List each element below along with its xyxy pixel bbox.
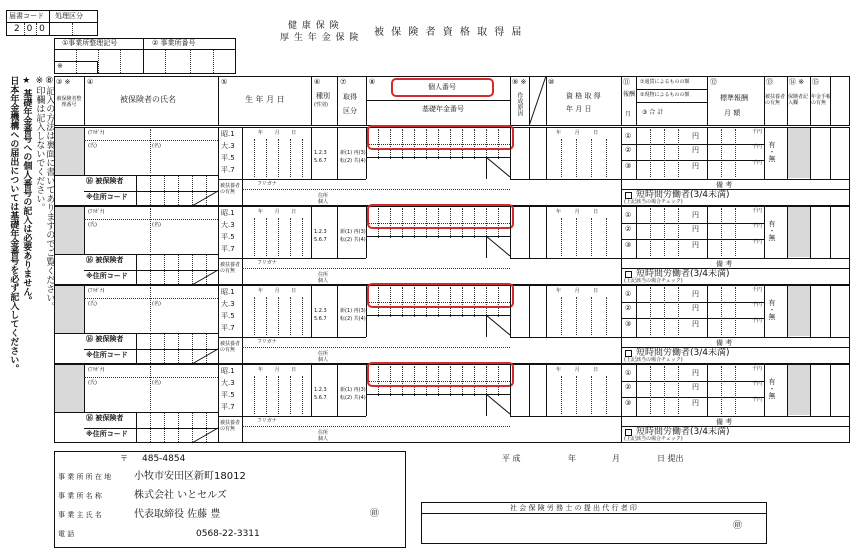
date-year: 年 (568, 454, 576, 463)
std-remun-unit-b: 千円 (752, 144, 763, 150)
col-12-a: 標準報酬 (720, 94, 748, 102)
remun-2-label: ② (625, 146, 632, 154)
given-name-label: (名) (152, 380, 161, 386)
date-era: 平 成 (502, 454, 521, 463)
acq-options-b[interactable]: 転(2) 共(4) (340, 395, 366, 401)
col-4-name: 被保険者の氏名 (120, 95, 176, 104)
kojin-label: 個人 (318, 436, 329, 442)
employer-zip[interactable]: 485-4854 (142, 454, 186, 464)
date-month: 月 (612, 454, 620, 463)
dependent-yes-no[interactable]: 有・無 (768, 220, 777, 241)
owner-seal: ㊞ (370, 509, 380, 519)
std-remun-unit-b: 千円 (752, 381, 763, 387)
furigana-2-label: フリガナ (257, 418, 277, 424)
part-time-checkbox[interactable] (625, 429, 632, 436)
dependent-number-label: ⑯ 被保険者 (86, 414, 124, 422)
era-heisei[interactable]: 平.5 (221, 312, 235, 320)
remarks-label: 備 考 (716, 260, 733, 268)
furigana-label: (ﾌﾘｶﾞﾅ) (88, 288, 105, 294)
col-9-txt: 作成原因 (515, 92, 523, 116)
std-remun-unit-a: 千円 (752, 287, 763, 293)
era-showa[interactable]: 昭.1 (221, 288, 235, 296)
family-name-label: (氏) (88, 143, 97, 149)
address-cat-label: 被扶養者の有無 (220, 262, 241, 274)
given-name-label: (名) (152, 143, 161, 149)
address-cat-label: 被扶養者の有無 (220, 420, 241, 432)
col-13-txt: 被扶養者の有無 (765, 94, 786, 106)
family-name-label: (氏) (88, 222, 97, 228)
col-11-a: 報酬 (623, 91, 636, 98)
employer-owner-label: 事 業 主 氏 名 (58, 511, 102, 519)
employer-name[interactable]: 株式会社 いとセルズ (134, 490, 227, 501)
col-10-b: 年 月 日 (566, 105, 592, 113)
col-8-label: ⑧ (369, 78, 376, 86)
dependent-yes-no[interactable]: 有・無 (768, 299, 777, 320)
remarks-label: 備 考 (716, 339, 733, 347)
remun-2-label: ② (625, 225, 632, 233)
employer-address-label: 事 業 所 所 在 地 (58, 473, 112, 481)
col-4-label: ④ (87, 78, 94, 86)
era-showa[interactable]: 昭.1 (221, 130, 235, 138)
acq-options-b[interactable]: 転(2) 共(4) (340, 237, 366, 243)
employer-address[interactable]: 小牧市安田区新町18012 (134, 471, 246, 482)
personal-number-field[interactable] (367, 362, 514, 387)
era-taisho[interactable]: 大.3 (221, 300, 235, 308)
kind-options-b[interactable]: 5.6.7 (314, 237, 327, 243)
dob-ymd: 年 月 日 (258, 209, 302, 215)
col-9-label: ⑨ ※ (512, 78, 527, 86)
part-time-note: (上記該当の場合チェック) (624, 357, 683, 363)
yen-3: 円 (692, 399, 699, 407)
era-taisho[interactable]: 大.3 (221, 221, 235, 229)
note-d: 日本年金機構への届出については基礎年金番号を必ず記入してください。 (8, 76, 19, 373)
furigana-2-label: フリガナ (257, 260, 277, 266)
remun-3-label: ③ (625, 320, 632, 328)
yen-3: 円 (692, 320, 699, 328)
address-label: 住所 (318, 193, 329, 199)
zip-code-label: ※住所コード (86, 351, 128, 359)
kind-options-a[interactable]: 1.2.3 (314, 229, 327, 235)
col-6-kind: 種別 (316, 92, 330, 100)
kind-options-a[interactable]: 1.2.3 (314, 150, 327, 156)
personal-number-field[interactable] (367, 125, 514, 150)
dependent-yes-no[interactable]: 有・無 (768, 378, 777, 399)
col-5-label: ⑤ (221, 78, 228, 86)
given-name-label: (名) (152, 301, 161, 307)
part-time-label: 短時間労働者(3/4未満) (636, 190, 730, 200)
remun-1-label: ① (625, 211, 632, 219)
yen-2: 円 (692, 146, 699, 154)
col-14-txt: 保険者記入欄 (788, 94, 809, 106)
kind-options-b[interactable]: 5.6.7 (314, 158, 327, 164)
yen-1: 円 (692, 211, 699, 219)
col-8-pension: 基礎年金番号 (422, 105, 464, 113)
era-heisei[interactable]: 平.5 (221, 233, 235, 241)
remarks-label: 備 考 (716, 418, 733, 426)
title-line1: 健 康 保 険 (288, 21, 340, 31)
note-c: ★ 基礎年金番号への個人番号の記入は必要ありません。 (21, 76, 32, 306)
furigana-2-label: フリガナ (257, 181, 277, 187)
furigana-label: (ﾌﾘｶﾞﾅ) (88, 367, 105, 373)
furigana-label: (ﾌﾘｶﾞﾅ) (88, 130, 105, 136)
address-cat-label: 被扶養者の有無 (220, 341, 241, 353)
acq-options-b[interactable]: 転(2) 共(4) (340, 316, 366, 322)
acq-options-a[interactable]: 新(1) 再(3) (340, 387, 366, 393)
remun-3-label: ③ (625, 162, 632, 170)
zip-code-label: ※住所コード (86, 272, 128, 280)
col-11-c: ③ 合 計 (642, 109, 664, 116)
doc-code-label: 届書コード (9, 12, 44, 20)
col-7-b: 区分 (343, 107, 357, 115)
acq-date-ymd: 年 月 日 (556, 130, 605, 136)
sharoshi-label: 社 会 保 険 労 務 士 の 提 出 代 行 者 印 (510, 504, 637, 512)
std-remun-unit-b: 千円 (752, 223, 763, 229)
std-remun-unit-c: 千円 (752, 239, 763, 245)
era-showa[interactable]: 昭.1 (221, 367, 235, 375)
kind-options-a[interactable]: 1.2.3 (314, 308, 327, 314)
col-6-label: ⑥ (314, 78, 321, 86)
employer-tel-label: 電 話 (58, 530, 75, 538)
dependent-number-label: ⑯ 被保険者 (86, 177, 124, 185)
std-remun-unit-a: 千円 (752, 208, 763, 214)
kind-options-b[interactable]: 5.6.7 (314, 316, 327, 322)
era-showa[interactable]: 昭.1 (221, 209, 235, 217)
given-name-label: (名) (152, 222, 161, 228)
col-3-sub: 被保険者整理番号 (56, 96, 82, 108)
col-5-dob: 生 年 月 日 (245, 95, 285, 104)
col-13-label: ⑬ (766, 78, 773, 86)
yen-3: 円 (692, 162, 699, 170)
yen-2: 円 (692, 225, 699, 233)
address-label: 住所 (318, 430, 329, 436)
part-time-checkbox[interactable] (625, 350, 632, 357)
acq-date-ymd: 年 月 日 (556, 288, 605, 294)
row-mark: ※ (57, 62, 63, 70)
col-8-personal: 個人番号 (428, 83, 456, 91)
era-heisei-7[interactable]: 平.7 (221, 324, 235, 332)
family-name-label: (氏) (88, 301, 97, 307)
yen-1: 円 (692, 369, 699, 377)
col-11-label: ⑪ (623, 78, 630, 86)
furigana-label: (ﾌﾘｶﾞﾅ) (88, 209, 105, 215)
date-day: 日 提出 (657, 454, 684, 463)
part-time-note: (上記該当の場合チェック) (624, 199, 683, 205)
col-12-label: ⑫ (710, 78, 717, 86)
remun-1-label: ① (625, 369, 632, 377)
sharoshi-seal: ㊞ (733, 521, 743, 531)
kojin-label: 個人 (318, 199, 329, 205)
personal-number-field[interactable] (367, 283, 514, 308)
yen-2: 円 (692, 304, 699, 312)
dependent-number-label: ⑯ 被保険者 (86, 256, 124, 264)
std-remun-unit-b: 千円 (752, 302, 763, 308)
office-no-label: ② 事業所番号 (152, 39, 196, 47)
employer-name-label: 事 業 所 名 称 (58, 492, 102, 500)
family-name-label: (氏) (88, 380, 97, 386)
part-time-checkbox[interactable] (625, 192, 632, 199)
col-7-label: ⑦ (340, 78, 347, 86)
address-cat-label: 被扶養者の有無 (220, 183, 241, 195)
acq-options-a[interactable]: 新(1) 再(3) (340, 229, 366, 235)
std-remun-unit-c: 千円 (752, 397, 763, 403)
part-time-checkbox[interactable] (625, 271, 632, 278)
dependent-yes-no[interactable]: 有・無 (768, 141, 777, 162)
col-10-label: ⑩ (548, 78, 555, 86)
yen-1: 円 (692, 132, 699, 140)
zip-code-label: ※住所コード (86, 430, 128, 438)
col-3-label: ③ ※ (56, 78, 71, 86)
kind-options-a[interactable]: 1.2.3 (314, 387, 327, 393)
remun-2-label: ② (625, 304, 632, 312)
zip-symbol: 〒 (120, 454, 128, 463)
address-label: 住所 (318, 351, 329, 357)
acq-date-ymd: 年 月 日 (556, 367, 605, 373)
remun-1-label: ① (625, 132, 632, 140)
acq-date-ymd: 年 月 日 (556, 209, 605, 215)
std-remun-unit-a: 千円 (752, 129, 763, 135)
col-11-opt2: ②現物によるものの額 (640, 92, 690, 98)
col-6-sub: (性別) (314, 102, 328, 108)
era-heisei[interactable]: 平.5 (221, 154, 235, 162)
title-main: 被 保 険 者 資 格 取 得 届 (374, 27, 524, 38)
col-12-b: 月 額 (724, 109, 741, 117)
col-10-a: 資 格 取 得 (566, 92, 601, 100)
col-7-a: 取得 (343, 93, 357, 101)
employer-tel[interactable]: 0568-22-3311 (196, 529, 260, 539)
era-heisei[interactable]: 平.5 (221, 391, 235, 399)
col-14-label: ⑭ ※ (789, 78, 805, 86)
title-line2: 厚 生 年 金 保 険 (280, 33, 360, 43)
personal-number-header-highlight (391, 78, 494, 97)
remun-3-label: ③ (625, 399, 632, 407)
part-time-label: 短時間労働者(3/4未満) (636, 427, 730, 437)
std-remun-unit-c: 千円 (752, 318, 763, 324)
acq-options-a[interactable]: 新(1) 再(3) (340, 308, 366, 314)
col-11-b: 月 (625, 111, 632, 118)
era-taisho[interactable]: 大.3 (221, 142, 235, 150)
remun-1-label: ① (625, 290, 632, 298)
col-15-txt: 年金手帳の有無 (811, 94, 832, 106)
dob-ymd: 年 月 日 (258, 367, 302, 373)
era-heisei-7[interactable]: 平.7 (221, 166, 235, 174)
note-a: ⑧記入の方法は裏面に書いてありますのでご覧ください。 (44, 76, 55, 311)
process-label: 処理区分 (55, 12, 83, 20)
yen-2: 円 (692, 383, 699, 391)
dob-ymd: 年 月 日 (258, 288, 302, 294)
kojin-label: 個人 (318, 278, 329, 284)
yen-3: 円 (692, 241, 699, 249)
era-taisho[interactable]: 大.3 (221, 379, 235, 387)
dob-ymd: 年 月 日 (258, 130, 302, 136)
remun-3-label: ③ (625, 241, 632, 249)
std-remun-unit-c: 千円 (752, 160, 763, 166)
yen-1: 円 (692, 290, 699, 298)
employer-owner[interactable]: 代表取締役 佐藤 豊 (134, 509, 221, 520)
part-time-note: (上記該当の場合チェック) (624, 436, 683, 442)
part-time-label: 短時間労働者(3/4未満) (636, 348, 730, 358)
office-ref-label: ①事業所整理記号 (62, 39, 118, 47)
dependent-number-label: ⑯ 被保険者 (86, 335, 124, 343)
note-b: ※印欄は記入しないでください。 (34, 76, 45, 212)
era-heisei-7[interactable]: 平.7 (221, 403, 235, 411)
kind-options-b[interactable]: 5.6.7 (314, 395, 327, 401)
furigana-2-label: フリガナ (257, 339, 277, 345)
zip-code-label: ※住所コード (86, 193, 128, 201)
kojin-label: 個人 (318, 357, 329, 363)
std-remun-unit-a: 千円 (752, 366, 763, 372)
part-time-note: (上記該当の場合チェック) (624, 278, 683, 284)
part-time-label: 短時間労働者(3/4未満) (636, 269, 730, 279)
col-11-opt1: ①通貨によるものの額 (640, 79, 690, 85)
col-15-label: ⑮ (812, 78, 819, 86)
remarks-label: 備 考 (716, 181, 733, 189)
acq-options-b[interactable]: 転(2) 共(4) (340, 158, 366, 164)
doc-code-value: 2 0 0 (14, 24, 47, 34)
era-heisei-7[interactable]: 平.7 (221, 245, 235, 253)
personal-number-field[interactable] (367, 204, 514, 229)
address-label: 住所 (318, 272, 329, 278)
remun-2-label: ② (625, 383, 632, 391)
acq-options-a[interactable]: 新(1) 再(3) (340, 150, 366, 156)
